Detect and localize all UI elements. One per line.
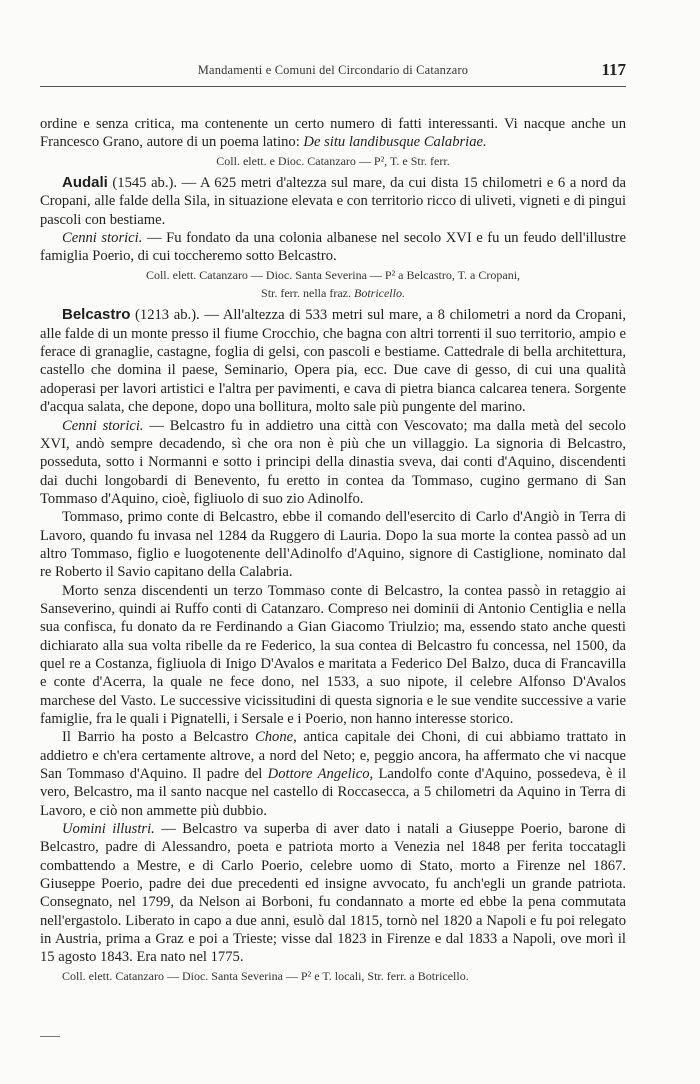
paragraph-morto: Morto senza discendenti un terzo Tommaso conte di Belcastro, la contea passò in retaggio ai Sanseverino, quindi ai Ruffo conti di Catanzaro. Compreso nei dominii di Antonio Centiglia e nella sua confisca, fu donato da re Ferdinando a Gian Giacomo Triulzio; ma, essendo stato anche questi dichiarato alla sua volta ribelle da re Federico, la sua contea di Belcastro fu concessa, nel 1500, da quel re a Costanza, figliuola di Inigo D'Avalos e maritata a Federico Del Balzo, duca di Francavilla e conte d'Acerra, la quale ne fece dono, nel 1533, a suo nipote, il celebre Alfonso D'Avalos marchese del Vasto. Le successive vicissitudini di questa signoria e le sue vendite successive a varie famiglie, fra le quali i Pignatelli, i Sersale e i Poerio, non hanno interesse storico. [40, 582, 626, 727]
body-text [40, 115, 626, 985]
paragraph-text: Il Barrio ha posto a Belcastro [62, 729, 256, 746]
paragraph-tommaso: Tommaso, primo conte di Belcastro, ebbe il comando dell'esercito di Carlo d'Angiò in Terra di Lavoro, quando fu invasa nel 1284 da Ruggero di Lauria. Dopo la sua morte la contea passò ad un altro Tommaso, figlio e luogotenente dell'Adinolfo d'Aquino, signore di Castiglione, nominato dal re Roberto il Savio capitano della Calabria. [40, 509, 626, 581]
entry-text: (1213 ab.). — All'altezza di 533 metri sul mare, a 8 chilometri a nord da Cropani, alle falde di un monte presso il fiume Crocchio, che bagna con altri torrenti il suo territorio, ampio e ferace di granaglie, castagne, foglia di gelsi, con pascoli e bestiame. Cattedrale di bella architettura, castello che domina il paese, Seminario, Opera pia, ecc. Due cave di gesso, di cui una qualità adoperasi per lavori artistici e l'altra per pavimenti, e cava di pietra bianca calcarea tenera. Sorgente d'acqua salata, che depone, dopo una bollitura, molto sale più pungente del marino. [40, 307, 626, 416]
section-label: Uomini illustri. [62, 821, 155, 838]
paragraph-cenni-storici [40, 417, 626, 509]
paragraph-cenni-storici [40, 229, 626, 266]
stats-text: Str. ferr. nella fraz. [261, 286, 354, 301]
entry-belcastro [40, 306, 626, 416]
paragraph-uomini-illustri [40, 820, 626, 967]
entry-heading: Audali [62, 174, 108, 192]
stats-place: Botricello. [353, 286, 405, 301]
paragraph-continuation [40, 115, 626, 152]
paragraph-text: antica capitale dei Choni, di cui abbiamo trattato in addietro e ch'era certamente altrove, a nord del Neto; e, peggio ancora, ha affermato che vi nacque San Tommaso d'Aquino. Il padre del [40, 729, 626, 783]
paragraph-barrio [40, 728, 626, 820]
italic-term: Dottore Angelico, [267, 766, 374, 783]
stats-line: Coll. elett. Catanzaro — Dioc. Santa Severina — P² e T. locali, Str. ferr. a Botricello. [62, 968, 469, 983]
stats-line [40, 284, 626, 302]
entry-text: (1545 ab.). — A 625 metri d'altezza sul mare, da cui dista 15 chilometri e 6 a nord da Cropani, alle falde della Sila, in situazione elevata e con territorio ricco di uliveti, vigneti e di pingui pascoli con bestiame. [40, 175, 626, 228]
section-label: Cenni storici. [62, 230, 143, 247]
paragraph-text: — Belcastro va superba di aver dato i natali a Giuseppe Poerio, barone di Belcastro, padre di Alessandro, poeta e patriota morto a Venezia nel 1848 per ferita toccatagli combattendo a Mestre, e di Carlo Poerio, celebre uomo di Stato, morto a Firenze nel 1867. Giuseppe Poerio, padre dei due precedenti ed insigne avvocato, fu anch'egli un grande patriota. Consegnato, nel 1799, da Nelson ai Borboni, fu condannato a morte ed ebbe la pena commutata nell'ergastolo. Liberato in capo a due anni, esulò dal 1815, tornò nel 1820 a Napoli e fu poi relegato in Austria, prima a Graz e poi a Trieste; visse dal 1823 in Firenze e dal 1833 a Napoli, ove morì il 15 agosto 1843. Era nato nel 1775. [40, 821, 626, 966]
section-label: Cenni storici. [62, 417, 144, 434]
entry-heading: Belcastro [62, 306, 131, 324]
paragraph-text: ordine e senza critica, ma contenente un certo numero di fatti interessanti. Vi nacque anche un Francesco Grano, autore di un poema latino: [40, 116, 626, 151]
paragraph-text: — Belcastro fu in addietro una città con Vescovato; ma dalla metà del secolo XVI, andò sempre decadendo, sì che ora non è più che un villaggio. La signoria di Belcastro, posseduta, sotto i Normanni e sotto i principi della dinastia sveva, dai conti d'Aquino, discendenti dai duchi longobardi di Benevento, fu eretto in contea da Tommaso, cugino germano di San Tommaso d'Aquino, cioè, figliuolo di suo zio Adinolfo. [40, 417, 626, 507]
italic-term: Chone, [255, 729, 297, 746]
paragraph-text: Landolfo conte d'Aquino, possedeva, è il vero, Belcastro, ma il santo nacque nel castello di Roccasecca, a 5 chilometri da Aquino in Terra di Lavoro, e ciò non ammette più dubbio. [40, 766, 627, 819]
entry-audali [40, 174, 626, 229]
stats-line: Coll. elett. e Dioc. Catanzaro — P², T. e Str. ferr. [216, 153, 450, 168]
page-number: 117 [601, 60, 626, 79]
footer-rule [40, 1036, 60, 1037]
running-title: Mandamenti e Comuni del Circondario di Catanzaro [197, 63, 469, 77]
running-head [40, 58, 626, 87]
poem-title: De situ landibusque Calabriae. [303, 134, 487, 151]
paragraph-text: — Fu fondato da una colonia albanese nel secolo XVI e fu un feudo dell'illustre famiglia Poerio, di cui toccheremo sotto Belcastro. [40, 230, 626, 265]
stats-line: Coll. elett. Catanzaro — Dioc. Santa Severina — P² a Belcastro, T. a Cropani, [145, 267, 521, 282]
